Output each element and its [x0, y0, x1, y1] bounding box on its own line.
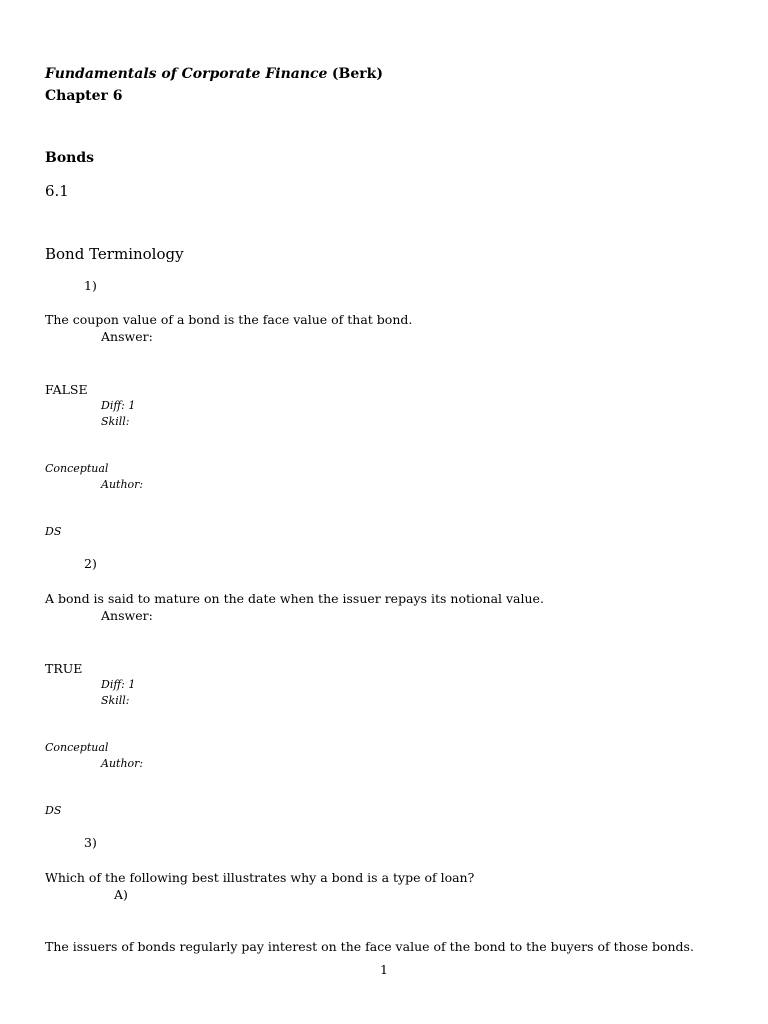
skill-value: Conceptual — [45, 741, 109, 754]
book-author: (Berk) — [331, 66, 383, 82]
author-label: Author: — [101, 757, 144, 770]
answer-label: Answer: — [101, 329, 153, 344]
skill-label: Skill: — [101, 415, 130, 428]
question-number: 3) — [84, 835, 97, 850]
chapter-heading: Chapter 6 — [45, 88, 123, 104]
skill-value: Conceptual — [45, 462, 109, 475]
author-value: DS — [45, 804, 62, 817]
author-value: DS — [45, 525, 62, 538]
difficulty: Diff: 1 — [101, 678, 136, 691]
question-text: A bond is said to mature on the date when the issuer repays its notional value. — [45, 591, 544, 606]
option-a-text: The issuers of bonds regularly pay interest on the face value of the bond to the buyers of those bonds. — [45, 939, 694, 954]
question-text: Which of the following best illustrates why a bond is a type of loan? — [45, 870, 475, 885]
answer-label: Answer: — [101, 608, 153, 623]
question-text: The coupon value of a bond is the face value of that bond. — [45, 312, 413, 327]
question-number: 1) — [84, 278, 97, 293]
difficulty: Diff: 1 — [101, 399, 136, 412]
section-subtitle: Bond Terminology — [45, 245, 184, 263]
skill-label: Skill: — [101, 694, 130, 707]
book-title: Fundamentals of Corporate Finance — [45, 66, 328, 82]
author-label: Author: — [101, 478, 144, 491]
question-number: 2) — [84, 556, 97, 571]
section-title: Bonds — [45, 150, 95, 166]
page-number: 1 — [380, 962, 388, 977]
section-number: 6.1 — [45, 182, 69, 200]
answer-value: TRUE — [45, 661, 83, 676]
document-title — [45, 67, 383, 81]
answer-value: FALSE — [45, 382, 88, 397]
option-a-label: A) — [114, 887, 128, 902]
